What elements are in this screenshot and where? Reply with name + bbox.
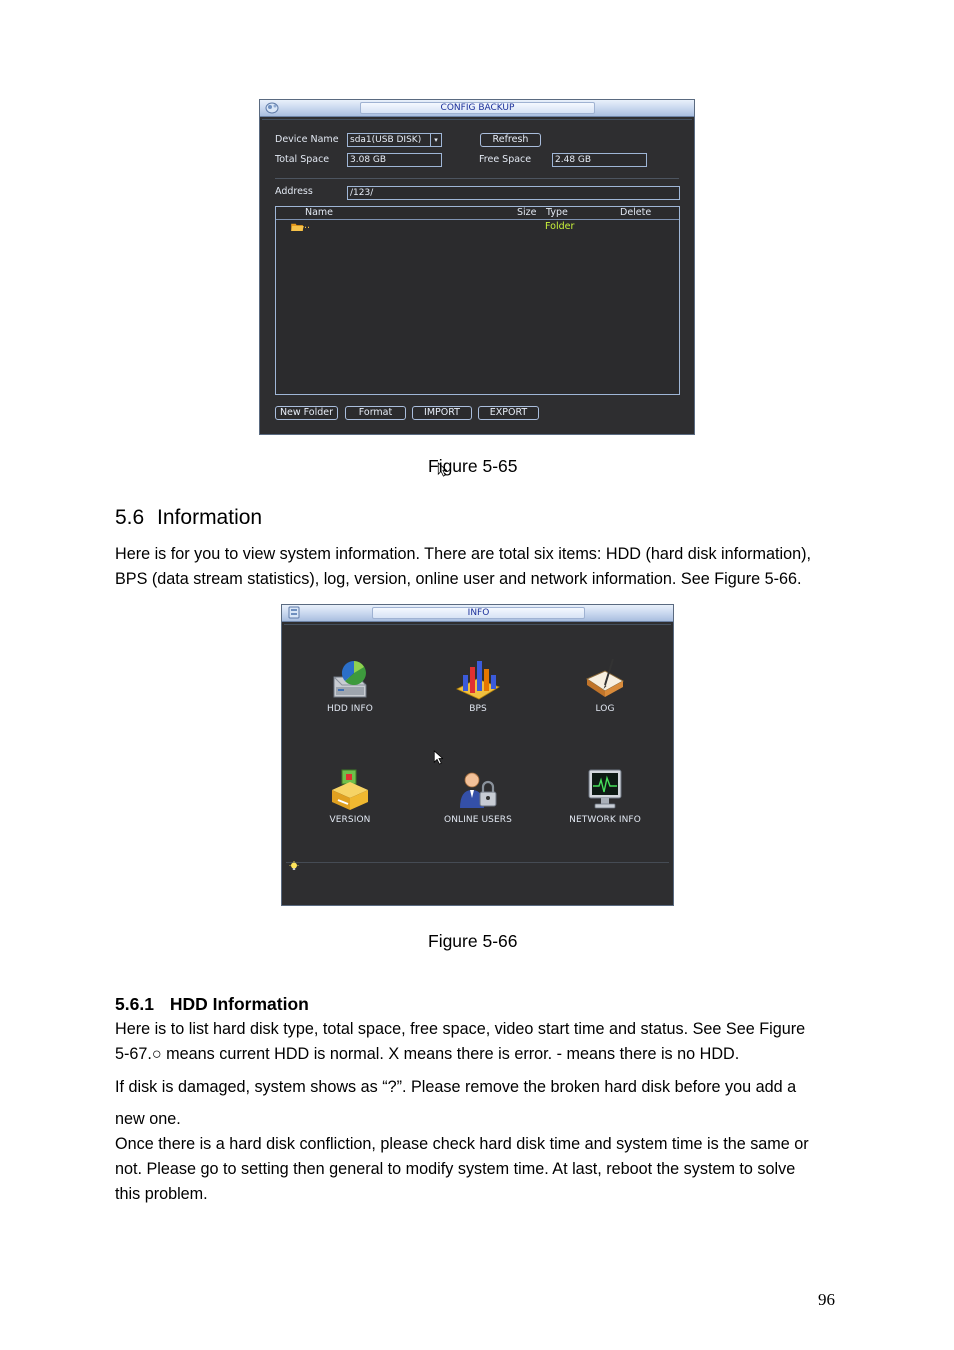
user-lock-icon: [456, 768, 500, 812]
version-label: VERSION: [329, 815, 371, 825]
file-list[interactable]: [275, 206, 680, 395]
intro-line-2: BPS (data stream statistics), log, version, online user and network information. See Figure 5-66.: [115, 570, 802, 588]
table-row[interactable]: [276, 221, 679, 233]
app-logo-icon: [265, 101, 279, 114]
hard-disk-icon: [328, 657, 372, 701]
body-line-2: 5-67.○ means current HDD is normal. X means there is error. - means there is no HDD.: [115, 1045, 740, 1063]
free-space-field: 2.48 GB: [552, 153, 647, 167]
log-label: LOG: [595, 704, 615, 714]
refresh-button[interactable]: Refresh: [480, 133, 541, 147]
network-info-item[interactable]: [545, 768, 665, 825]
info-titlebar: [282, 605, 673, 622]
online-users-item[interactable]: [418, 768, 538, 825]
intro-line-1: Here is for you to view system information. There are total six items: HDD (hard disk information),: [115, 545, 811, 563]
subsection-heading: [115, 994, 309, 1015]
column-type[interactable]: Type: [546, 207, 568, 218]
online-users-label: ONLINE USERS: [444, 815, 512, 825]
bar-chart-icon: [455, 657, 501, 701]
new-folder-button[interactable]: New Folder: [275, 406, 338, 420]
body-line-4: new one.: [115, 1110, 181, 1128]
subsection-title: HDD Information: [169, 994, 309, 1014]
section-divider: [275, 178, 679, 179]
monitor-heartbeat-icon: [583, 768, 627, 812]
bps-label: BPS: [469, 704, 487, 714]
row-name: ..: [304, 220, 311, 231]
column-delete[interactable]: Delete: [620, 207, 652, 218]
device-name-value: sda1(USB DISK): [350, 135, 422, 145]
app-logo-icon: [287, 606, 301, 619]
subsection-number: 5.6.1: [115, 994, 154, 1014]
folder-icon: [291, 222, 304, 231]
export-button[interactable]: EXPORT: [478, 406, 539, 420]
network-info-label: NETWORK INFO: [569, 815, 641, 825]
body-line-7: this problem.: [115, 1185, 208, 1203]
figure-caption-5-66: Figure 5-66: [428, 931, 518, 951]
notebook-pen-icon: [583, 657, 627, 701]
free-space-label: Free Space: [479, 154, 532, 165]
page-number: 96: [818, 1290, 835, 1309]
import-button[interactable]: IMPORT: [412, 406, 472, 420]
section-number: 5.6: [115, 506, 145, 529]
window-title: CONFIG BACKUP: [360, 102, 595, 114]
device-name-label: Device Name: [275, 134, 339, 145]
log-item[interactable]: [545, 657, 665, 714]
body-line-1: Here is to list hard disk type, total space, free space, video start time and status. See See Figure: [115, 1020, 806, 1038]
file-list-header: [276, 207, 679, 220]
chevron-down-icon[interactable]: ▾: [430, 134, 441, 146]
section-title: Information: [157, 506, 263, 529]
window-title: INFO: [372, 607, 585, 619]
title-divider: [284, 624, 671, 625]
software-box-icon: [328, 768, 372, 812]
hdd-info-item[interactable]: [290, 657, 410, 714]
column-size[interactable]: Size: [517, 207, 537, 218]
body-line-6: not. Please go to setting then general to modify system time. At last, reboot the system to solve: [115, 1160, 796, 1178]
lightbulb-icon: [289, 861, 299, 871]
address-field[interactable]: /123/: [347, 186, 680, 200]
version-item[interactable]: [290, 768, 410, 825]
body-line-5: Once there is a hard disk confliction, please check hard disk time and system time is the same or: [115, 1135, 809, 1153]
info-window: [281, 604, 674, 906]
config-backup-window: [259, 99, 695, 435]
mouse-pointer-icon: [433, 750, 443, 765]
hdd-info-label: HDD INFO: [327, 704, 373, 714]
body-line-3: If disk is damaged, system shows as “?”. Please remove the broken hard disk before you add a: [115, 1078, 797, 1096]
column-name[interactable]: Name: [305, 207, 334, 218]
total-space-field: 3.08 GB: [347, 153, 442, 167]
title-divider: [262, 119, 692, 120]
figure-caption-5-65: Figure 5-65: [428, 456, 518, 476]
address-label: Address: [275, 186, 313, 197]
status-divider: [286, 862, 669, 863]
format-button[interactable]: Format: [345, 406, 406, 420]
bps-item[interactable]: [418, 657, 538, 714]
section-heading: [115, 506, 262, 530]
config-backup-titlebar: [260, 100, 694, 117]
total-space-label: Total Space: [275, 154, 330, 165]
row-type: Folder: [545, 221, 575, 232]
device-name-select[interactable]: [347, 133, 442, 147]
